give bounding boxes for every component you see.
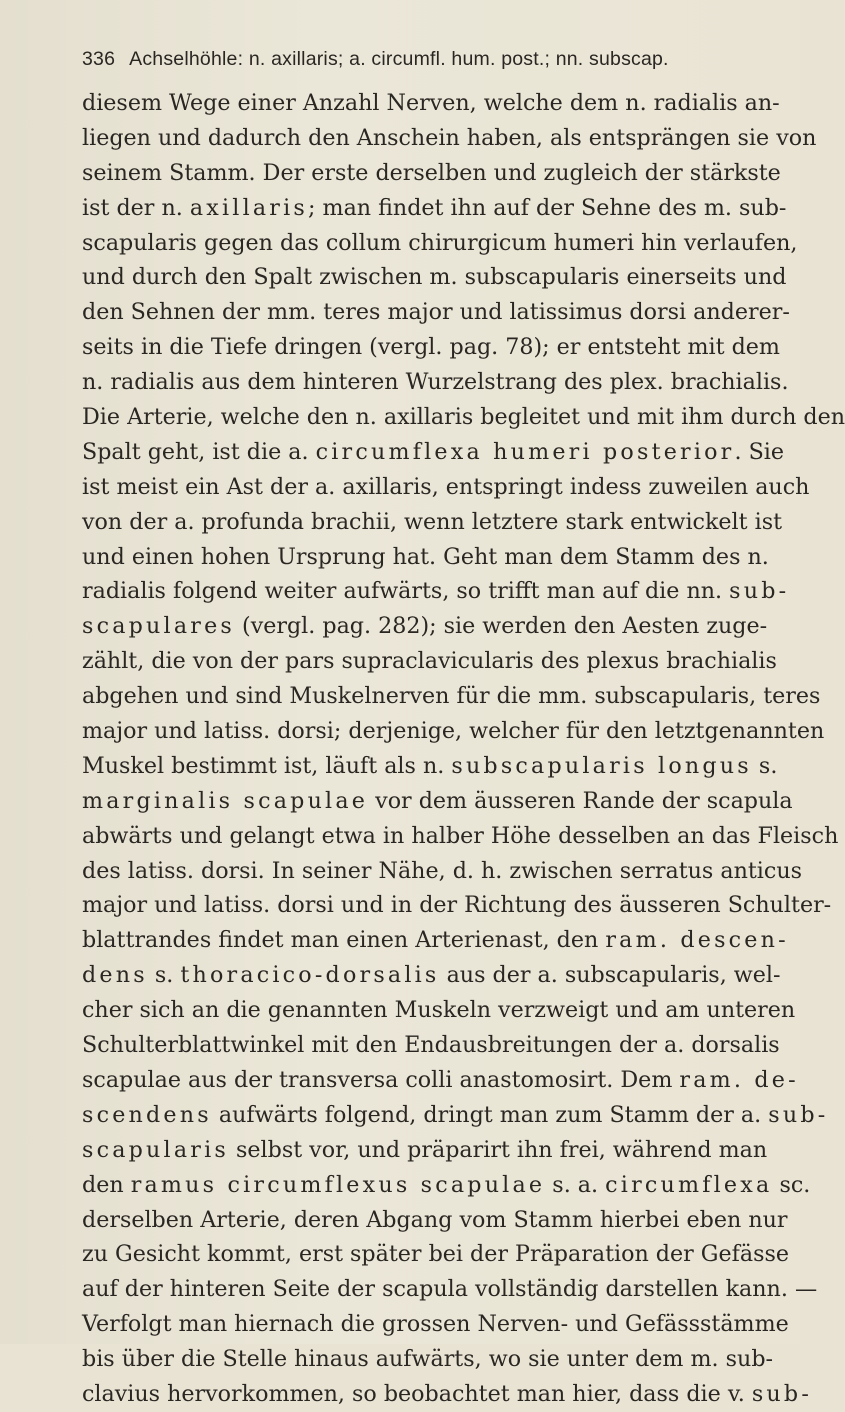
text-run: scapulae aus der transversa colli anastomosirt. Dem (82, 1066, 680, 1093)
running-title: Achselhöhle: n. axillaris; a. circumfl. hum. post.; nn. subscap. (129, 48, 669, 70)
text-line (82, 295, 790, 330)
text-line (82, 86, 780, 121)
text-line (82, 505, 783, 540)
text-run: n. radialis aus dem hinteren Wurzelstrang des plex. brachialis. (82, 369, 789, 396)
text-run: seinem Stamm. Der erste derselben und zugleich der stärkste (82, 159, 781, 186)
text-run: aufwärts folgend, dringt man zum Stamm der a. (211, 1101, 769, 1128)
spaced-term: sub- (729, 578, 790, 605)
page-number: 336 (82, 48, 116, 70)
text-run: clavius hervorkommen, so beobachtet man hier, dass die v. (82, 1380, 752, 1407)
text-line (82, 435, 785, 470)
text-line (82, 854, 802, 889)
text-run: Schulterblattwinkel mit den Endausbreitungen der a. dorsalis (82, 1032, 780, 1059)
spaced-term: sub- (768, 1101, 829, 1128)
text-run: Spalt geht, ist die a. (82, 438, 316, 465)
spaced-term: circumflexa humeri posterior (315, 438, 735, 465)
text-run: (vergl. pag. 282); sie werden den Aesten zuge- (234, 613, 768, 640)
text-run: abgehen und sind Muskelnerven für die mm. subscapularis, teres (82, 683, 821, 710)
spaced-term: scendens (82, 1101, 212, 1128)
spaced-term: subscapularis longus (451, 752, 752, 779)
text-run: diesem Wege einer Anzahl Nerven, welche dem n. radialis an- (82, 90, 780, 116)
text-line (82, 1168, 811, 1203)
text-run: major und latiss. dorsi; derjenige, welcher für den letztgenannten (82, 718, 825, 745)
text-line (82, 819, 839, 854)
text-line (82, 365, 789, 400)
body-text (82, 86, 845, 1412)
text-line (82, 1203, 788, 1238)
spaced-term: dens (82, 962, 148, 989)
text-run: ist der n. (82, 194, 190, 221)
text-line (82, 1237, 789, 1272)
text-line (82, 1377, 813, 1412)
text-line (82, 121, 817, 156)
spaced-term: axillaris (189, 194, 308, 221)
text-run: Muskel bestimmt ist, läuft als n. (82, 752, 452, 779)
text-run: vor dem äusseren Rande der scapula (368, 787, 793, 814)
text-run: zählt, die von der pars supraclavicularis des plexus brachialis (82, 648, 777, 675)
text-run: blattrandes findet man einen Arterienast, den (82, 927, 606, 954)
text-line (82, 574, 790, 609)
text-line (82, 1133, 768, 1168)
text-run: sc. (772, 1171, 811, 1198)
text-line (82, 330, 780, 365)
spaced-term: ramus circumflexus scapulae (130, 1171, 546, 1198)
text-run: und durch den Spalt zwischen m. subscapularis einerseits und (82, 264, 787, 291)
text-line (82, 644, 777, 679)
spaced-term: ram. de- (679, 1066, 799, 1093)
text-line (82, 191, 787, 226)
spaced-term: scapularis (82, 1136, 229, 1163)
spaced-term: ram. descen- (605, 927, 789, 954)
text-run: . Sie (734, 438, 785, 465)
text-line (82, 888, 832, 923)
text-run: zu Gesicht kommt, erst später bei der Präparation der Gefässe (82, 1241, 789, 1268)
text-line (82, 993, 796, 1028)
spaced-term: scapulares (82, 613, 235, 640)
text-run: derselben Arterie, deren Abgang vom Stamm hierbei eben nur (82, 1206, 788, 1233)
text-line (82, 1342, 774, 1377)
running-header (82, 48, 722, 71)
text-line (82, 226, 798, 261)
spaced-term: thoracico-dorsalis (180, 962, 440, 989)
text-run: liegen und dadurch den Anschein haben, als entsprängen sie von (82, 124, 817, 151)
text-run: den Sehnen der mm. teres major und latissimus dorsi anderer- (82, 299, 790, 326)
text-line (82, 400, 845, 435)
text-run: scapularis gegen das collum chirurgicum humeri hin verlaufen, (82, 229, 798, 256)
spaced-term: sub- (751, 1380, 813, 1407)
text-line (82, 156, 781, 191)
text-run: auf der hinteren Seite der scapula vollständig darstellen kann. — (82, 1276, 818, 1303)
text-line (82, 923, 789, 958)
text-run: selbst vor, und präparirt ihn frei, während man (228, 1136, 768, 1163)
text-line (82, 1307, 789, 1342)
text-run: bis über die Stelle hinaus aufwärts, wo sie unter dem m. sub- (82, 1346, 774, 1373)
text-line (82, 260, 787, 295)
text-run: Die Arterie, welche den n. axillaris begleitet und mit ihm durch den (82, 404, 845, 431)
text-line (82, 714, 825, 749)
text-line (82, 470, 810, 505)
text-line (82, 609, 768, 644)
text-run: s. (751, 752, 778, 779)
text-run: den (82, 1171, 131, 1198)
text-line (82, 1028, 780, 1063)
text-line (82, 679, 821, 714)
text-line (82, 1098, 829, 1133)
text-line (82, 540, 769, 575)
text-run: ist meist ein Ast der a. axillaris, entspringt indess zuweilen auch (82, 473, 810, 500)
text-run: seits in die Tiefe dringen (vergl. pag. 78); er entsteht mit dem (82, 334, 780, 361)
text-line (82, 1063, 799, 1098)
text-run: cher sich an die genannten Muskeln verzweigt und am unteren (82, 997, 796, 1024)
text-run: Verfolgt man hiernach die grossen Nerven- und Gefässstämme (82, 1311, 789, 1338)
spaced-term: marginalis scapulae (82, 787, 369, 814)
text-line (82, 1272, 818, 1307)
text-run: von der a. profunda brachii, wenn letztere stark entwickelt ist (82, 508, 783, 535)
text-run: s. (147, 962, 181, 989)
text-line (82, 784, 793, 819)
text-line (82, 749, 778, 784)
text-run: und einen hohen Ursprung hat. Geht man dem Stamm des n. (82, 543, 769, 570)
text-run: des latiss. dorsi. In seiner Nähe, d. h. zwischen serratus anticus (82, 857, 802, 884)
text-run: s. a. (545, 1171, 606, 1198)
text-run: aus der a. subscapularis, wel- (439, 962, 781, 989)
text-run: ; man findet ihn auf der Sehne des m. sub- (308, 194, 787, 221)
text-run: abwärts und gelangt etwa in halber Höhe desselben an das Fleisch (82, 822, 839, 849)
spaced-term: circumflexa (605, 1171, 773, 1198)
text-run: radialis folgend weiter aufwärts, so trifft man auf die nn. (82, 578, 730, 605)
text-line (82, 958, 781, 993)
text-run: major und latiss. dorsi und in der Richtung des äusseren Schulter- (82, 892, 832, 919)
